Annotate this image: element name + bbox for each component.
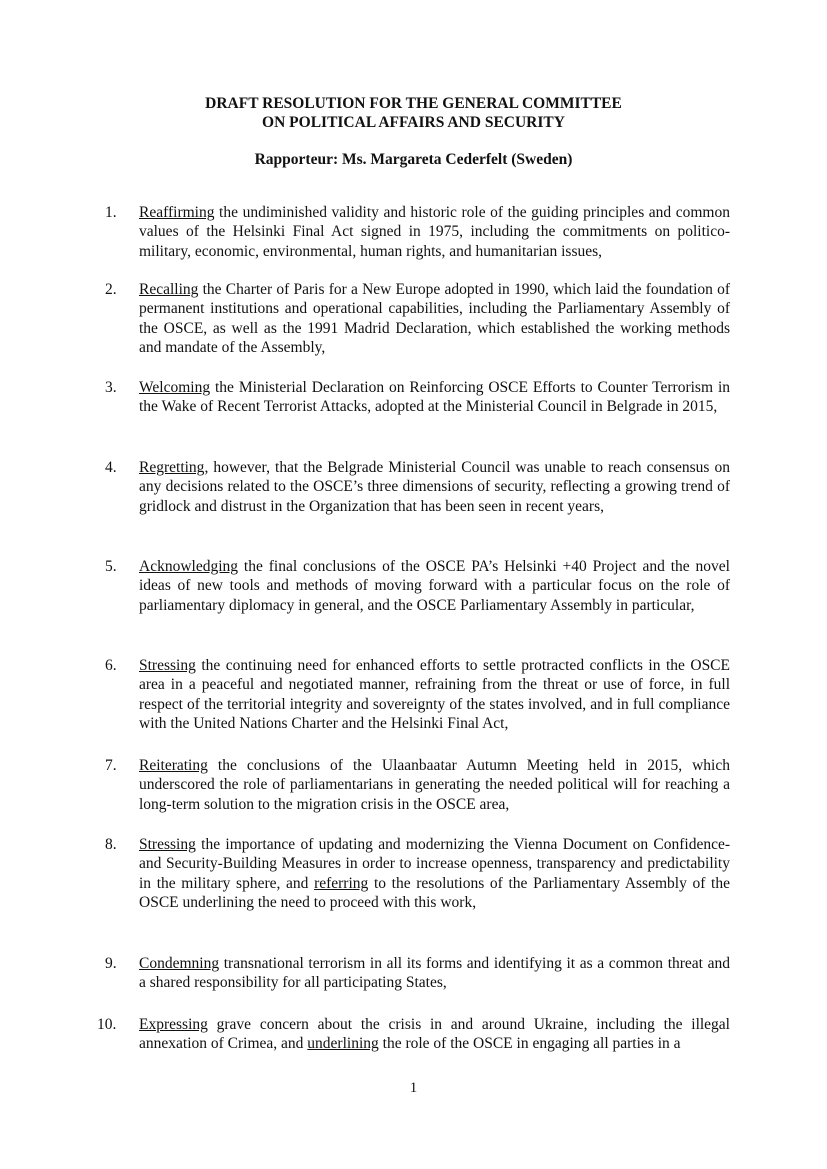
item-number: 4. <box>105 459 117 476</box>
title-line-2: ON POLITICAL AFFAIRS AND SECURITY <box>262 114 565 131</box>
item-lead-word: Welcoming <box>139 379 211 396</box>
item-lead-word-2: underlining <box>307 1035 379 1053</box>
item-text: the conclusions of the Ulaanbaatar Autumn Meeting held in 2015, which underscored the role of parliamentarians in generating the needed political will for reaching a long-term solution to the migration crisis in the OSCE area, <box>139 757 730 813</box>
resolution-item <box>105 203 730 261</box>
item-text: grave concern about the crisis in and around Ukraine, including the illegal annexation of Crimea, and <box>139 1016 730 1053</box>
rapporteur-line: Rapporteur: Ms. Margareta Cederfelt (Sweden) <box>254 151 573 168</box>
item-number: 7. <box>105 757 117 774</box>
item-text: transnational terrorism in all its forms and identifying it as a common threat and a shared responsibility for all participating States, <box>139 955 730 992</box>
item-lead-word: Stressing <box>139 657 196 674</box>
item-lead-word: Acknowledging <box>139 558 239 575</box>
item-lead-word: Reiterating <box>139 757 208 774</box>
item-number: 1. <box>105 204 117 221</box>
item-text-2: the role of the OSCE in engaging all parties in a <box>378 1035 681 1053</box>
item-text: the Ministerial Declaration on Reinforcing OSCE Efforts to Counter Terrorism in the Wake of Recent Terrorist Attacks, adopted at the Ministerial Council in Belgrade in 2015, <box>139 379 730 416</box>
item-number: 2. <box>105 281 117 298</box>
resolution-item <box>105 280 730 357</box>
item-lead-word: Regretting <box>139 459 205 476</box>
item-lead-word: Recalling <box>139 281 199 298</box>
item-text: the final conclusions of the OSCE PA’s Helsinki +40 Project and the novel ideas of new tools and methods of moving forward with a particular focus on the role of parliamentary diplomacy in general, and the OSCE Parliamentary Assembly in particular, <box>139 558 730 614</box>
resolution-item <box>97 1015 730 1054</box>
item-lead-word: Stressing <box>139 836 196 853</box>
resolution-item <box>105 458 730 516</box>
item-text: the undiminished validity and historic role of the guiding principles and common values of the Helsinki Final Act signed in 1975, including the commitments on politico-military, economic, environmental, human rights, and humanitarian issues, <box>139 204 730 260</box>
item-number: 5. <box>105 558 117 575</box>
item-lead-word: Condemning <box>139 955 220 972</box>
item-text: the Charter of Paris for a New Europe adopted in 1990, which laid the foundation of permanent institutions and operational capabilities, including the Parliamentary Assembly of the OSCE, as well as the 1991 Madrid Declaration, which established the working methods and mandate of the Assembly, <box>139 281 730 356</box>
item-number: 6. <box>105 657 117 674</box>
item-number: 8. <box>105 836 117 853</box>
item-text-2: to the resolutions of the Parliamentary Assembly of the OSCE underlining the need to proceed with this work, <box>139 874 730 911</box>
resolution-item <box>105 557 730 615</box>
item-number: 3. <box>105 379 117 396</box>
resolution-item <box>105 656 730 733</box>
resolution-item <box>105 835 730 912</box>
item-lead-word: Expressing <box>139 1016 208 1033</box>
item-lead-word-2: referring <box>314 874 369 892</box>
page-number: 1 <box>409 1080 418 1096</box>
item-text: the importance of updating and modernizing the Vienna Document on Confidence- and Security-Building Measures in order to increase openness, transparency and predictability in the military sphere, and <box>139 836 730 892</box>
item-number: 10. <box>97 1016 117 1033</box>
resolution-item <box>105 378 730 417</box>
resolution-item <box>105 756 730 814</box>
item-number: 9. <box>105 955 117 972</box>
item-lead-word: Reaffirming <box>139 204 215 221</box>
title-line-1: DRAFT RESOLUTION FOR THE GENERAL COMMITTEE <box>205 95 622 112</box>
resolution-item <box>105 954 730 993</box>
item-text: the continuing need for enhanced efforts to settle protracted conflicts in the OSCE area in a peaceful and negotiated manner, refraining from the threat or use of force, in full respect of the territorial integrity and sovereignty of the states involved, and in full compliance with the United Nations Charter and the Helsinki Final Act, <box>139 657 730 732</box>
item-text: , however, that the Belgrade Ministerial Council was unable to reach consensus on any decisions related to the OSCE’s three dimensions of security, reflecting a growing trend of gridlock and distrust in the Organization that has been seen in recent years, <box>139 459 730 515</box>
